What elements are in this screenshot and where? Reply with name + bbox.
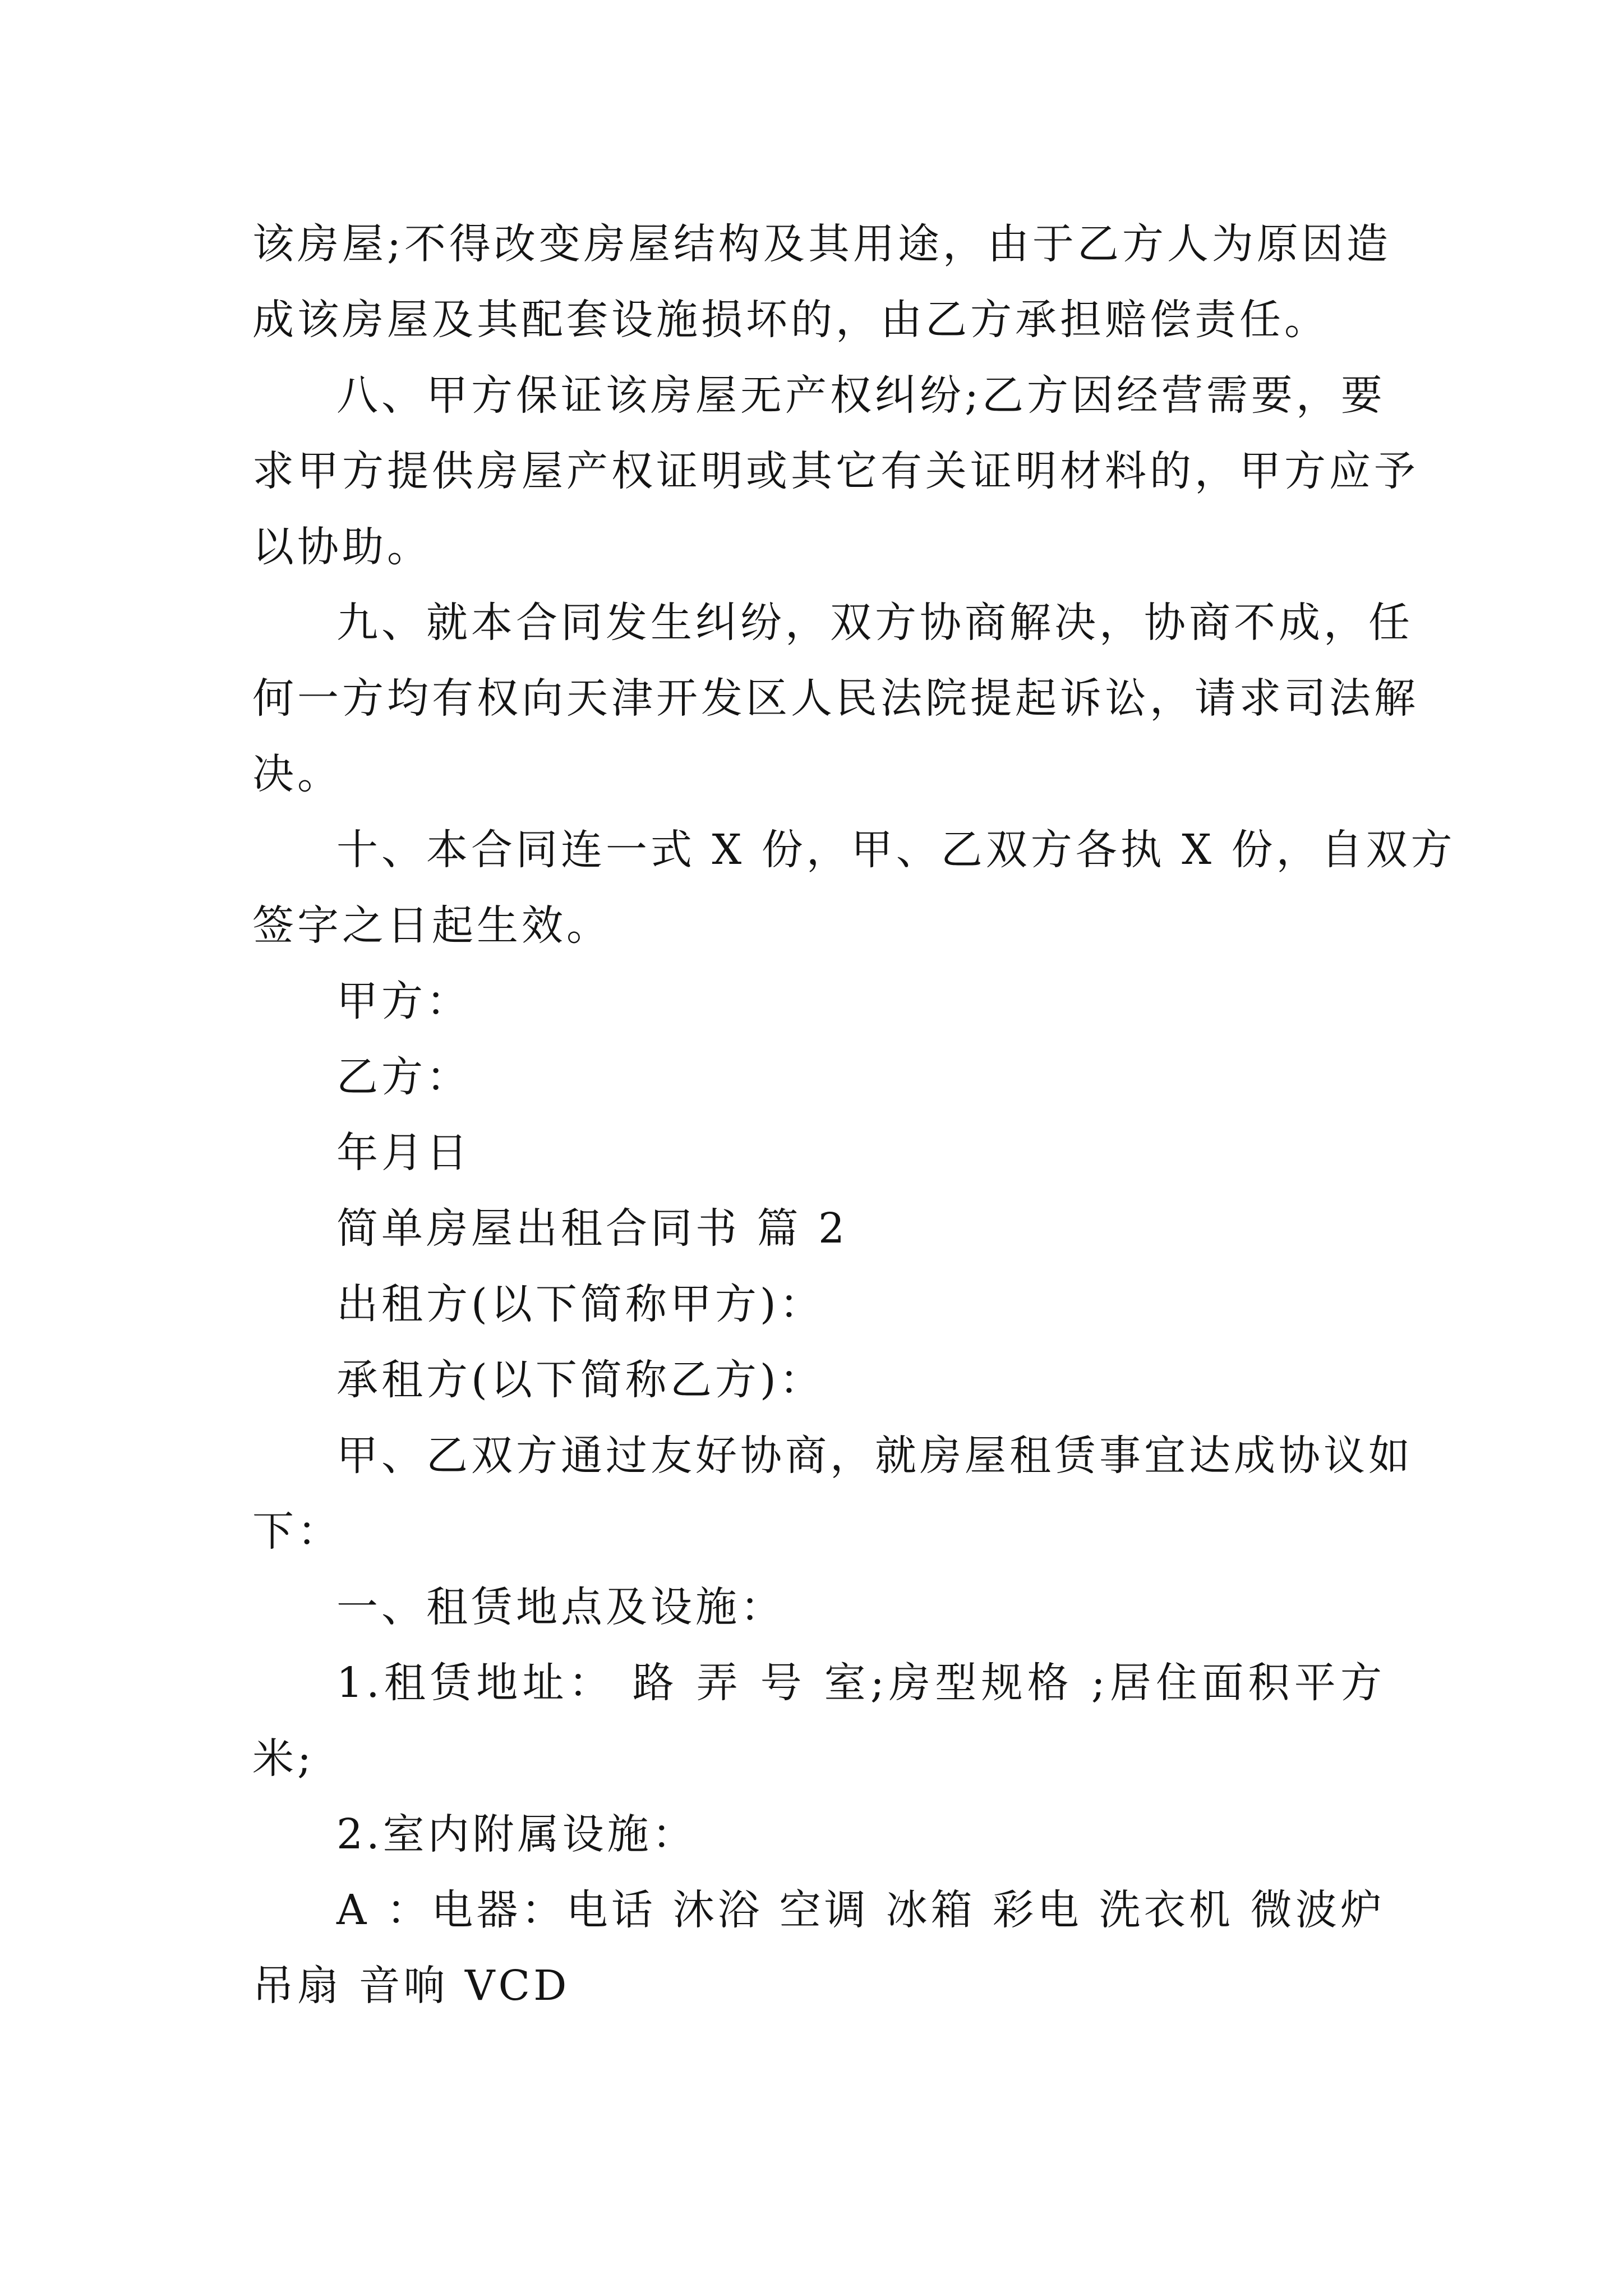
paragraph-line: 成该房屋及其配套设施损坏的，由乙方承担赔偿责任。 bbox=[252, 296, 1329, 344]
date-line: 年月日 bbox=[336, 1129, 471, 1177]
clause-10-line: 十、本合同连一式 X 份，甲、乙双方各执 X 份，自双方 bbox=[336, 826, 1456, 874]
paragraph-line: 以协助。 bbox=[252, 523, 432, 571]
paragraph-line: 签字之日起生效。 bbox=[252, 901, 611, 950]
clause-8-line: 八、甲方保证该房屋无产权纠纷;乙方因经营需要，要 bbox=[336, 371, 1386, 420]
paragraph-line: 求甲方提供房屋产权证明或其它有关证明材料的，甲方应予 bbox=[252, 447, 1419, 495]
lessee-line: 承租方(以下简称乙方)： bbox=[336, 1356, 824, 1404]
paragraph-line: 米; bbox=[252, 1734, 315, 1783]
paragraph-line: 吊扇 音响 VCD bbox=[252, 1962, 570, 2010]
rental-address-line: 1.租赁地址： 路 弄 号 室;房型规格 ;居住面积平方 bbox=[336, 1659, 1385, 1707]
facilities-heading: 2.室内附属设施： bbox=[336, 1810, 697, 1858]
appliances-line: A ：电器：电话 沐浴 空调 冰箱 彩电 洗衣机 微波炉 bbox=[336, 1886, 1385, 1934]
party-a-signature-line: 甲方： bbox=[336, 977, 471, 1025]
paragraph-line: 下： bbox=[252, 1507, 342, 1556]
agreement-intro-line: 甲、乙双方通过友好协商，就房屋租赁事宜达成协议如 bbox=[336, 1432, 1413, 1480]
section-title: 简单房屋出租合同书 篇 2 bbox=[336, 1204, 849, 1253]
party-b-signature-line: 乙方： bbox=[336, 1053, 471, 1101]
paragraph-line: 决。 bbox=[252, 750, 342, 798]
article-1-heading: 一、租赁地点及设施： bbox=[336, 1583, 785, 1631]
paragraph-line: 何一方均有权向天津开发区人民法院提起诉讼，请求司法解 bbox=[252, 674, 1419, 723]
clause-9-line: 九、就本合同发生纠纷，双方协商解决，协商不成，任 bbox=[336, 599, 1413, 647]
lessor-line: 出租方(以下简称甲方)： bbox=[336, 1280, 824, 1328]
paragraph-line: 该房屋;不得改变房屋结构及其用途，由于乙方人为原因造 bbox=[252, 220, 1391, 268]
